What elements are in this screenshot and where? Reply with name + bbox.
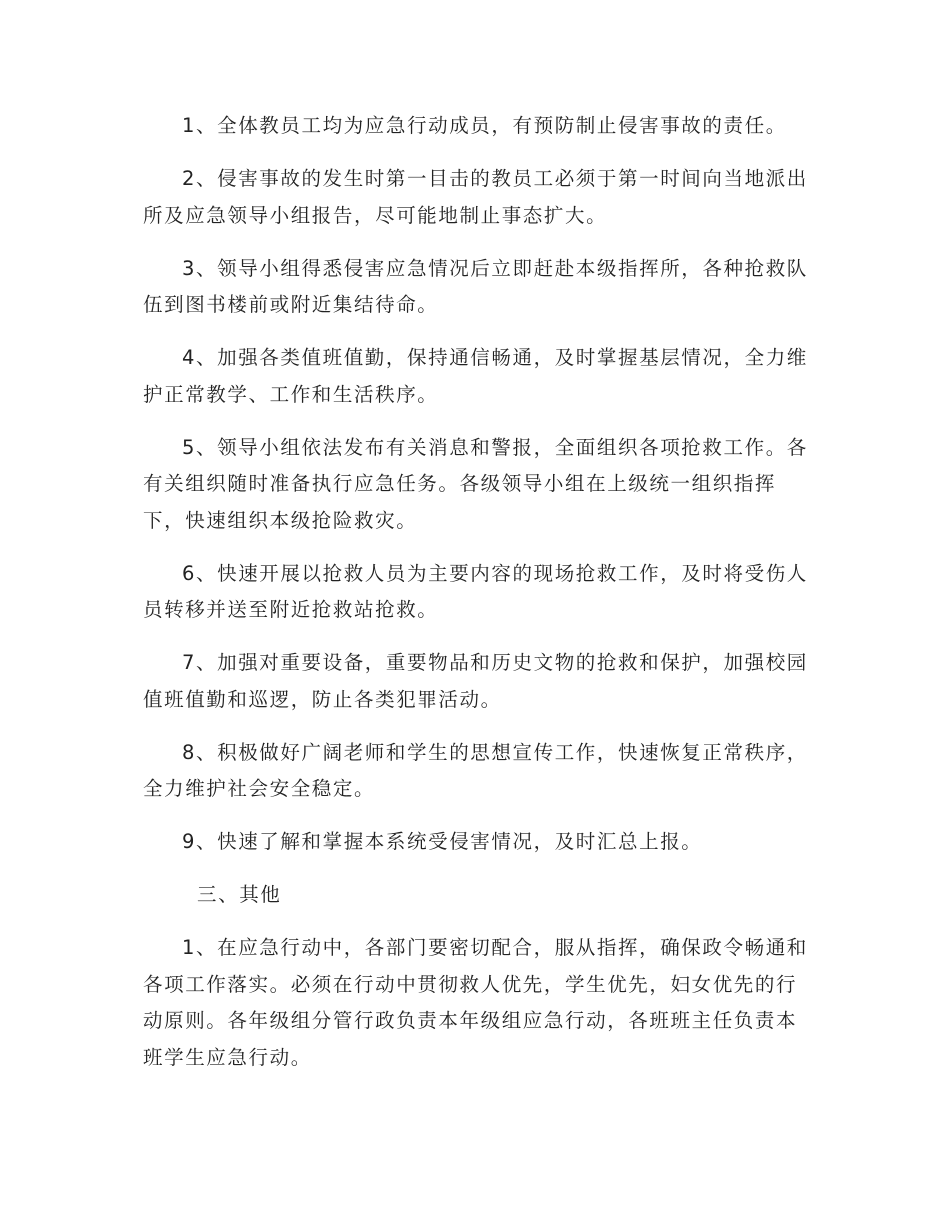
paragraph-final: 1、在应急行动中，各部门要密切配合，服从指挥，确保政令畅通和各项工作落实。必须在行动中贯彻救人优先，学生优先，妇女优先的行动原则。各年级组分管行政负责本年级组应急行动，各班班主任负责本班学生应急行动。 bbox=[143, 936, 808, 1069]
paragraph-2: 2、侵害事故的发生时第一目击的教员工必须于第一时间向当地派出所及应急领导小组报告，尽可能地制止事态扩大。 bbox=[143, 167, 808, 227]
paragraph-9: 9、快速了解和掌握本系统受侵害情况，及时汇总上报。 bbox=[182, 830, 703, 853]
section-heading: 三、其他 bbox=[197, 883, 282, 906]
paragraph-4: 4、加强各类值班值勤，保持通信畅通，及时掌握基层情况，全力维护正常教学、工作和生活秩序。 bbox=[143, 346, 808, 406]
paragraph-3: 3、领导小组得悉侵害应急情况后立即赶赴本级指挥所，各种抢救队伍到图书楼前或附近集结待命。 bbox=[143, 256, 808, 316]
paragraph-8: 8、积极做好广阔老师和学生的思想宣传工作，快速恢复正常秩序，全力维护社会安全稳定。 bbox=[143, 740, 808, 800]
paragraph-6: 6、快速开展以抢救人员为主要内容的现场抢救工作，及时将受伤人员转移并送至附近抢救站抢救。 bbox=[143, 561, 808, 621]
paragraph-7: 7、加强对重要设备，重要物品和历史文物的抢救和保护，加强校园值班值勤和巡逻，防止各类犯罪活动。 bbox=[143, 651, 808, 711]
document-body bbox=[143, 108, 808, 1093]
paragraph-1: 1、全体教员工均为应急行动成员，有预防制止侵害事故的责任。 bbox=[182, 114, 787, 137]
paragraph-5: 5、领导小组依法发布有关消息和警报，全面组织各项抢救工作。各有关组织随时准备执行应急任务。各级领导小组在上级统一组织指挥下，快速组织本级抢险救灾。 bbox=[143, 435, 808, 532]
